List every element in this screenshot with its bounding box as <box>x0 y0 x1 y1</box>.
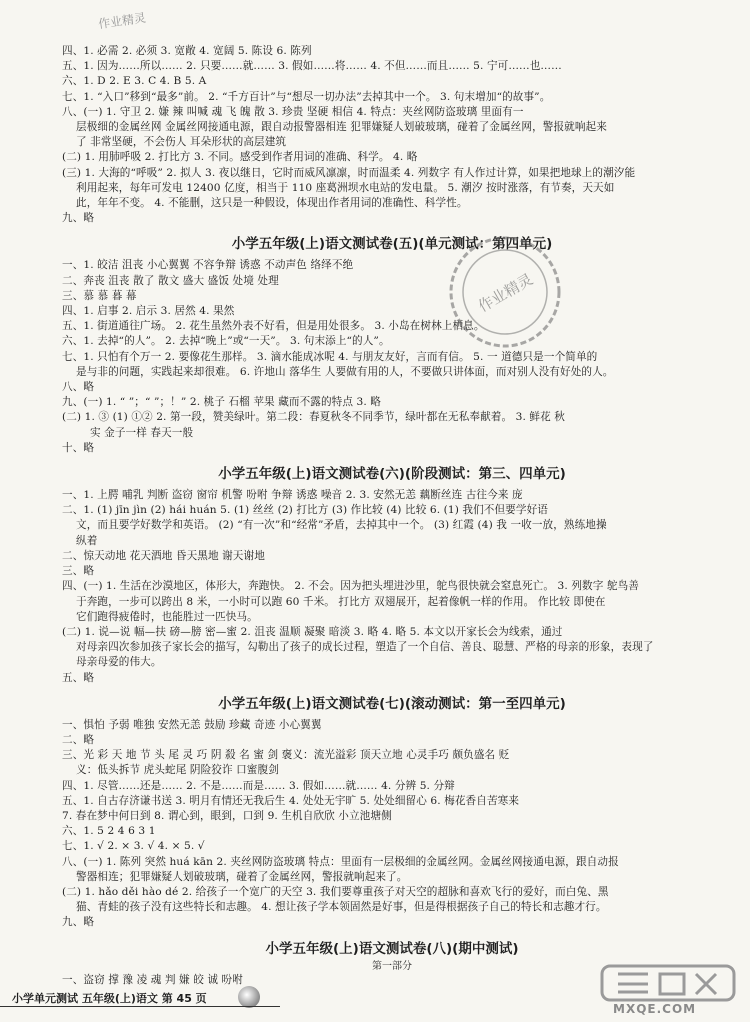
answer-line: (二) 1. 说—说 幅—扶 磅—膀 密—蜜 2. 沮丧 温顺 凝聚 暗淡 3. 略 4. 略 5. 本文以开家长会为线索，通过 <box>62 625 563 638</box>
answer-line: 了 非常坚硬，不会伤人 耳朵形状的高层建筑 <box>76 136 287 149</box>
answer-line: 五、1. 因为……所以…… 2. 只要……就…… 3. 假如……将…… 4. 不但……而且…… 5. 宁可……也…… <box>62 60 562 73</box>
answer-line: 八、(一) 1. 守卫 2. 嫌 辣 叫喊 魂 飞 魄 散 3. 珍贵 坚硬 相信 4. 特点：夹丝网防盗玻璃 里面有一 <box>62 105 524 118</box>
answer-line: 实 金子一样 春天一般 <box>90 426 194 439</box>
answer-line: 是与非的问题，实践起来却很难。 6. 许地山 落华生 人要做有用的人，不要做只讲体面，而对别人没有好处的人。 <box>76 365 614 378</box>
answer-line: 八、(一) 1. 陈列 突然 huá kān 2. 夹丝网防盗玻璃 特点：里面有一层极细的金属丝网。金属丝网接通电源，跟自动报 <box>62 855 619 868</box>
answer-line: 九、略 <box>62 212 95 225</box>
footer-ornament <box>238 986 260 1008</box>
answer-line: 九、(一) 1. “ ”；“ ”；！” 2. 桃子 石榴 苹果 藏而不露的特点 3. 略 <box>62 396 381 409</box>
answer-line: (二) 1. 用肺呼吸 2. 打比方 3. 不同。感受到作者用词的准确、科学。 4. 略 <box>62 151 418 164</box>
answer-line: 四、1. 尽管……还是…… 2. 不是……而是…… 3. 假如……就…… 4. 分辨 5. 分辩 <box>62 779 455 792</box>
answer-line: 六、1. 去掉“的人”。 2. 去掉“晚上”或“一天”。 3. 句末添上“的人”。 <box>62 335 390 348</box>
answer-line: 对母亲四次参加孩子家长会的描写，勾勒出了孩子的成长过程，塑造了一个自信、善良、聪慧、严格的母亲的形象，表现了 <box>76 641 654 654</box>
answer-line: (二) 1. hǎo děi hào dé 2. 给孩子一个宽广的天空 3. 我们要尊重孩子对天空的超脉和喜欢飞行的爱好，而白兔、黑 <box>62 885 609 898</box>
answer-line: 八、略 <box>62 381 95 394</box>
answer-line: 二、1. (1) jīn jìn (2) hái huán 5. (1) 丝丝 (2) 打比方 (3) 作比较 (4) 比较 6. (1) 我们不但要学好语 <box>62 504 548 517</box>
answer-line: 五、1. 自古存济谦书送 3. 明月有情还无我后生 4. 处处无宇旷 5. 处处细留心 6. 梅花香自苦寒来 <box>62 794 520 807</box>
footer-divider <box>0 1006 280 1007</box>
answer-line: 于奔跑，一步可以跨出 8 米，一小时可以跑 60 千米。 打比方 双翅展开，起着像帆一样的作用。 作比较 即使在 <box>76 595 606 608</box>
answer-line: 它们跑得疲倦时，也能胜过一匹快马。 <box>76 610 258 623</box>
answer-line: 此，年年不变。 4. 不能删，这只是一种假设，体现出作者用词的准确性、科学性。 <box>76 197 468 210</box>
test-title-6: 小学五年级(上)语文测试卷(六)(阶段测试：第三、四单元) <box>218 466 566 483</box>
watermark-logo: 作业精灵 <box>97 10 147 32</box>
answer-line: 三、略 <box>62 565 95 578</box>
answer-line: 三、光 彩 天 地 节 头 尾 灵 巧 阴 殺 名 蜜 剑 褒义：流光溢彩 顶天立地 心灵手巧 颇负盛名 贬 <box>62 749 510 762</box>
answers-section-6 <box>62 488 722 686</box>
answer-line: 猫、青蛙的孩子没有这些特长和志趣。 4. 想让孩子学本领固然是好事，但是得根据孩子自己的特长和志趣才行。 <box>76 901 607 914</box>
answer-line: 九、略 <box>62 916 95 929</box>
answers-section-4 <box>62 44 722 226</box>
answer-line: 七、1. 只怕有个万一 2. 要像花生那样。 3. 滴水能成冰呢 4. 与朋友友好，言而有信。 5. 一 道德只是一个简单的 <box>62 350 598 363</box>
answer-line: 七、1. √ 2. × 3. √ 4. × 5. √ <box>62 840 205 853</box>
answers-section-5 <box>62 258 722 456</box>
answer-line: (二) 1. ③ (1) ①② 2. 第一段，赞美绿叶。第二段：春夏秋冬不同季节，绿叶都在无私奉献着。 3. 鲜花 秋 <box>62 411 565 424</box>
answer-line: 五、1. 街道通往广场。 2. 花生虽然外表不好看，但是用处很多。 3. 小岛在树林上栖息。 <box>62 320 485 333</box>
answer-line: 纵着 <box>76 534 98 547</box>
answer-line: 7. 春在梦中何日到 8. 谓心到，眼到，口到 9. 生机自欣欣 小立池塘侧 <box>62 809 392 822</box>
answer-line: 利用起来，每年可发电 12400 亿度，相当于 110 座葛洲坝水电站的发电量。 5. 潮汐 按时涨落，有节奏，天天如 <box>76 181 615 194</box>
answer-line: 四、1. 必需 2. 必须 3. 宽敞 4. 宽阔 5. 陈设 6. 陈列 <box>62 45 312 57</box>
watermark-stamp <box>445 232 565 352</box>
footer-label: 小学单元测试 五年级(上)语文 第 45 页 <box>12 992 207 1005</box>
answer-line: 五、略 <box>62 671 95 684</box>
answer-line: 一、1. 上腭 哺乳 判断 盗窃 窗帘 机警 吩咐 争辩 诱惑 噪音 2. 3. 安然无恙 藕断丝连 古往今来 庞 <box>62 489 523 502</box>
answer-line: 二、奔丧 沮丧 散了 散文 盛大 盛饭 处境 处理 <box>62 274 279 287</box>
test-title-8: 小学五年级(上)语文测试卷(八)(期中测试) <box>265 940 519 957</box>
answer-line: 七、1. “入口”移到“最多”前。 2. “千方百计”与“想尽一切办法”去掉其中一个。 3. 句末增加“的故事”。 <box>62 90 551 103</box>
answer-line: 一、盗窃 撑 豫 凌 魂 判 嫌 皎 诚 吩咐 <box>62 973 243 986</box>
answer-line: (三) 1. 大海的“呼吸” 2. 拟人 3. 夜以继日，它时而威风凛凛，时而温柔 4. 列数字 有人作过计算，如果把地球上的潮汐能 <box>62 166 636 179</box>
test-title-5: 小学五年级(上)语文测试卷(五)(单元测试：第四单元) <box>231 236 553 253</box>
answer-line: 一、1. 皎洁 沮丧 小心翼翼 不容争辩 诱惑 不动声色 络绎不绝 <box>62 259 354 272</box>
answer-line: 四、(一) 1. 生活在沙漠地区，体形大，奔跑快。 2. 不会。因为把头埋进沙里，鸵鸟很快就会窒息死亡。 3. 列数字 鸵鸟善 <box>62 580 639 593</box>
site-logo-url: MXQE.COM <box>613 1002 697 1016</box>
answer-line: 六、1. 5 2 4 6 3 1 <box>62 825 156 838</box>
stamp-label: 作业精灵 <box>475 270 536 316</box>
answer-content <box>62 44 722 988</box>
answer-line: 二、略 <box>62 733 95 746</box>
test-title-7: 小学五年级(上)语文测试卷(七)(滚动测试：第一至四单元) <box>218 695 566 712</box>
answer-line: 三、慕 慕 暮 幕 <box>62 289 137 302</box>
answer-line: 十、略 <box>62 441 95 454</box>
answer-line: 警器相连；犯罪嫌疑人划破玻璃，碰着了金属丝网，警报就响起来了。 <box>76 870 408 883</box>
answer-line: 一、惧怕 予弱 唯独 安然无恙 鼓励 珍藏 奇迹 小心翼翼 <box>62 718 322 731</box>
answer-line: 层极细的金属丝网 金属丝网接通电源，跟自动报警器相连 犯罪嫌疑人划破玻璃，碰着了金属丝网，警报就响起来 <box>76 121 607 134</box>
answer-line: 义：低头拆节 虎头蛇尾 阴险狡诈 口蜜腹剑 <box>76 764 279 777</box>
answer-line: 文，而且要学好数学和英语。 (2) “有一次”和“经常”矛盾，去掉其中一个。 (3) 红霞 (4) 我 一收一放，熟练地操 <box>76 519 607 532</box>
answer-line: 六、1. D 2. E 3. C 4. B 5. A <box>62 75 207 88</box>
answer-line: 二、惊天动地 花天酒地 昏天黑地 谢天谢地 <box>62 549 265 562</box>
test-subtitle-8: 第一部分 <box>372 960 412 972</box>
answers-section-7 <box>62 718 722 931</box>
answer-line: 母亲母爱的伟大。 <box>76 656 162 669</box>
answer-line: 四、1. 启事 2. 启示 3. 居然 4. 果然 <box>62 305 235 318</box>
